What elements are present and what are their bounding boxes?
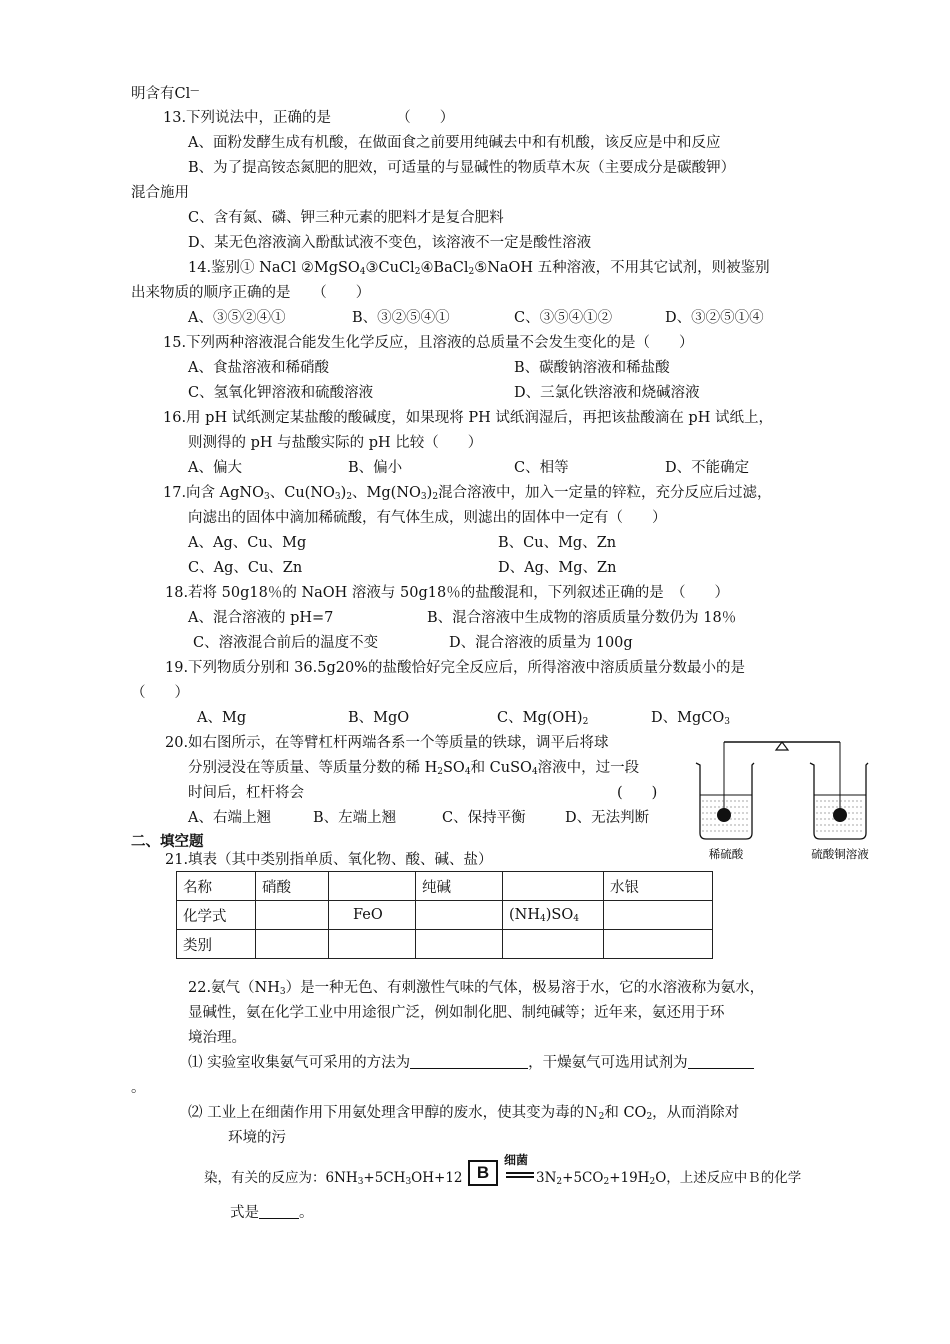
equals-sign-bottom <box>506 1176 534 1178</box>
table-cell <box>503 930 604 959</box>
question-20-cont: 分别浸没在等质量、等质量分数的稀 $H_2SO_4$和 CuSO$_4$溶液中，过一段 <box>188 760 640 777</box>
table-cell: 纯碱 <box>416 872 503 901</box>
q20-answer-bracket: ( ) <box>617 785 658 801</box>
q14-option-b: B、③②⑤④① <box>352 310 450 326</box>
q19-option-c: C、$Mg(OH)_2$ <box>497 710 589 727</box>
q13-option-a: A、面粉发酵生成有机酸，在做面食之前要用纯碱去中和有机酸，该反应是中和反应 <box>188 135 721 151</box>
question-22: 22.氨气$(NH_3)$是一种无色、有刺激性气味的气体，极易溶于水，它的水溶液称为氨水， <box>188 980 765 997</box>
table-cell: 名称 <box>177 872 256 901</box>
table-cell: 硝酸 <box>256 872 329 901</box>
reaction-condition: 细菌 <box>504 1153 529 1167</box>
q17-option-c: C、Ag、Cu、Zn <box>188 560 303 576</box>
q13-option-c: C、含有氮、磷、钾三种元素的肥料才是复合肥料 <box>188 210 504 226</box>
reaction-equation: 染，有关的反应为：$6NH_3+5CH_3OH+12$ <box>204 1170 463 1187</box>
q20-option-a: A、右端上翘 <box>188 810 271 826</box>
question-21: 21.填表（其中类别指单质、氧化物、酸、碱、盐） <box>165 852 493 868</box>
q14-option-a: A、③⑤②④① <box>188 310 286 326</box>
table-cell <box>503 872 604 901</box>
q20-option-d: D、无法判断 <box>565 810 650 826</box>
question-17: 17.向含 AgNO$_3$、$Cu(NO_3)_2$、$Mg(NO_3)_2$混合溶液中，加入一定量的锌粒，充分反应后过滤， <box>163 485 772 502</box>
question-13: 13.下列说法中，正确的是 （ ） <box>163 110 455 126</box>
question-16-cont: 则测得的 pH 与盐酸实际的 pH 比较（ ） <box>188 435 483 451</box>
table-cell <box>256 930 329 959</box>
table-cell <box>256 901 329 930</box>
table-cell: 类别 <box>177 930 256 959</box>
section-2-heading: 二、填空题 <box>131 833 204 850</box>
q18-option-d: D、混合溶液的质量为 100g <box>449 635 633 651</box>
q15-option-c: C、氢氧化钾溶液和硫酸溶液 <box>188 385 374 401</box>
q14-option-c: C、③⑤④①② <box>514 310 613 326</box>
table-cell <box>604 901 713 930</box>
question-16: 16.用 pH 试纸测定某盐酸的酸碱度，如果现将 PH 试纸润湿后，再把该盐酸滴在 pH 试纸上， <box>163 410 773 426</box>
equals-sign-top <box>506 1172 534 1174</box>
table-row <box>177 930 713 959</box>
table-cell: $(NH_4)SO_4$ <box>503 901 604 930</box>
answer-blank[interactable] <box>688 1054 754 1069</box>
reaction-products: $3N_2+5CO_2+19H_2O$，上述反应中Ｂ的化学 <box>536 1170 802 1187</box>
table-cell <box>604 930 713 959</box>
q15-option-d: D、三氯化铁溶液和烧碱溶液 <box>514 385 700 401</box>
table-row <box>177 901 713 930</box>
q18-option-c: C、溶液混合前后的温度不变 <box>193 635 379 651</box>
question-22-part1-end: 。 <box>131 1080 146 1096</box>
left-beaker-label: 稀硫酸 <box>708 847 744 861</box>
lever-beaker-figure <box>690 735 890 865</box>
q20-option-b: B、左端上翘 <box>313 810 397 826</box>
q16-option-a: A、偏大 <box>188 460 242 476</box>
question-15: 15.下列两种溶液混合能发生化学反应，且溶液的总质量不会发生变化的是（ ） <box>163 335 694 351</box>
q13-option-b-cont: 混合施用 <box>131 185 189 201</box>
q17-option-b: B、Cu、Mg、Zn <box>498 535 617 551</box>
question-22-part2-answer: 式是 。 <box>230 1205 314 1221</box>
q20-option-c: C、保持平衡 <box>442 810 526 826</box>
table-cell <box>416 930 503 959</box>
question-22-part2: ⑵ 工业上在细菌作用下用氨处理含甲醇的废水，使其变为毒的Ｎ$_2$和 $CO_2$，从而消除对 <box>188 1105 740 1122</box>
q15-option-a: A、食盐溶液和稀硝酸 <box>188 360 329 376</box>
q19-option-b: B、MgO <box>348 710 410 726</box>
question-22-cont2: 境治理。 <box>188 1030 246 1046</box>
question-14-cont: 出来物质的顺序正确的是 （ ） <box>131 285 371 301</box>
table-cell <box>329 872 416 901</box>
answer-blank[interactable] <box>259 1204 299 1219</box>
q17-option-d: D、Ag、Mg、Zn <box>498 560 617 576</box>
q16-option-c: C、相等 <box>514 460 569 476</box>
table-cell <box>416 901 503 930</box>
q17-option-a: A、Ag、Cu、Mg <box>188 535 307 551</box>
table-cell: FeO <box>329 901 416 930</box>
table-cell <box>329 930 416 959</box>
q16-option-b: B、偏小 <box>348 460 403 476</box>
q19-option-d: D、MgCO$_3$ <box>651 710 730 727</box>
unknown-b-box: B <box>468 1160 498 1186</box>
question-14: 14.鉴别① NaCl ②MgSO$_4$③CuCl$_2$④BaCl$_2$⑤NaOH 五种溶液，不用其它试剂，则被鉴别 <box>188 260 770 277</box>
question-22-part2-cont: 环境的污 <box>228 1130 286 1146</box>
right-beaker-label: 硫酸铜溶液 <box>811 847 869 861</box>
question-17-cont: 向滤出的固体中滴加稀硫酸，有气体生成，则滤出的固体中一定有（ ） <box>188 510 667 526</box>
q18-option-b: B、混合溶液中生成物的溶质质量分数仍为 18％ <box>427 610 737 626</box>
question-20-cont2: 时间后，杠杆将会 <box>188 785 304 801</box>
q18-option-a: A、混合溶液的 pH=7 <box>188 610 334 626</box>
q15-option-b: B、碳酸钠溶液和稀盐酸 <box>514 360 670 376</box>
question-19-cont: （ ） <box>131 685 189 701</box>
q19-option-a: A、Mg <box>197 710 247 726</box>
q16-option-d: D、不能确定 <box>665 460 750 476</box>
table-cell: 水银 <box>604 872 713 901</box>
question-19: 19.下列物质分别和 36.5g20%的盐酸恰好完全反应后，所得溶液中溶质质量分数最小的是 <box>165 660 745 676</box>
q14-option-d: D、③②⑤①④ <box>665 310 764 326</box>
q13-option-b: B、为了提高铵态氮肥的肥效，可适量的与显碱性的物质草木灰（主要成分是碳酸钾） <box>188 160 736 176</box>
question-20: 20.如右图所示，在等臂杠杆两端各系一个等质量的铁球，调平后将球 <box>165 735 609 751</box>
answer-blank[interactable] <box>410 1054 528 1069</box>
table-row <box>177 872 713 901</box>
question-22-cont: 显碱性，氨在化学工业中用途很广泛，例如制化肥、制纯碱等；近年来，氨还用于环 <box>188 1005 725 1021</box>
continued-text: 明含有Cl— <box>131 86 200 102</box>
table-cell: 化学式 <box>177 901 256 930</box>
question-18: 18.若将 50g18％的 NaOH 溶液与 50g18％的盐酸混和，下列叙述正确的是 （ ） <box>165 585 729 601</box>
q13-option-d: D、某无色溶液滴入酚酞试液不变色，该溶液不一定是酸性溶液 <box>188 235 592 251</box>
fill-table <box>176 871 713 959</box>
question-22-part1: ⑴ 实验室收集氨气可采用的方法为 ，干燥氨气可选用试剂为 <box>188 1053 754 1073</box>
